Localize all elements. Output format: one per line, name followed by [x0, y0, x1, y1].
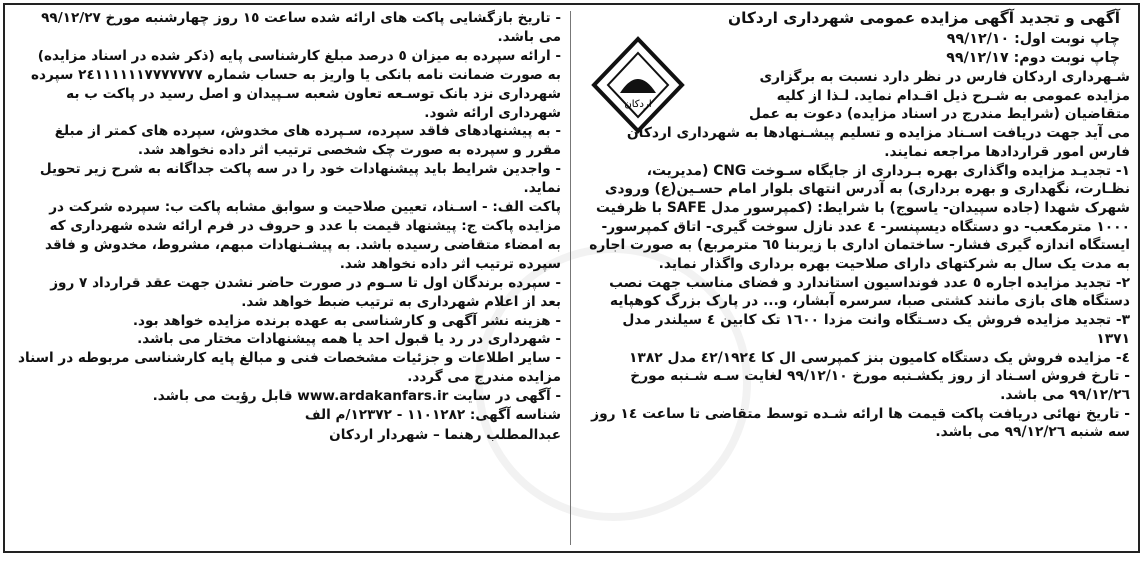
cost-line: - هزینه نشر آگهی و کارشناسی به عهده برنده مزایده خواهد بود.: [132, 312, 561, 329]
body-line: شـهرداری اردکان فارس در نظر دارد نسبت به برگزاری: [759, 69, 1130, 85]
details-line: - سایر اطلاعات و جزئیات مشخصات فنی و مبالغ پایه کارشناسی مربوطه در اسناد: [17, 350, 561, 367]
item-1-line: ایستگاه اندازه گیری فشار- ساختمان اداری با زیربنا ٦٥ مترمربع) به صورت اجاره: [589, 237, 1130, 254]
item-1-line: نظـارت، نگهداری و بهره برداری) به آدرس انتهای بلوار امام حسـین(ع) ورودی: [604, 181, 1130, 198]
item-2-line: ۲- تجدید مزایده اجاره ٥ عدد فونداسیون استاندارد و فضای مناسب جهت نصب: [609, 274, 1130, 291]
print-second-date: چاپ نوبت دوم: ۹۹/۱۲/۱۷: [946, 50, 1120, 66]
forfeit-line: - سپرده برندگان اول تا سـوم در صورت حاضر نشدن جهت عقد قرارداد ۷ روز: [50, 274, 561, 291]
item-3-line: ۱۳۷۱: [1096, 330, 1130, 347]
item-2-line: دستگاه های بازی مانند کشتی صبا، سرسره آبشار، و... در پارک بزرگ کوهپایه: [609, 293, 1130, 310]
notice-title: آگهی و تجدید آگهی مزایده عمومی شهرداری اردکان: [727, 9, 1120, 27]
envelopes-line: مزایده پاکت ج: پیشنهاد قیمت با عدد و حروف در فرم ارائه شده شهرداری که: [49, 217, 561, 234]
opening-date-line: - تاریخ بازگشایی پاکت های ارائه شده ساعت ۱٥ روز چهارشنبه مورخ ۹۹/۱۲/۲۷: [41, 10, 561, 26]
item-1-line: ۱۰۰۰ مترمکعب- دو دستگاه دیسپنسر- ٤ عدد نازل سوخت گیری- اتاق کمپرسور-: [601, 218, 1130, 235]
column-divider: [570, 11, 571, 545]
opening-date-line: می باشد.: [497, 28, 561, 45]
right-column: [570, 9, 1130, 547]
deposit-line: - ارائه سپرده به میزان ٥ درصد مبلغ کارشناسی پایه (ذکر شده در اسناد مزایده): [37, 47, 561, 64]
forfeit-line: بعد از اعلام شهرداری به ترتیب ضبط خواهد شد.: [241, 293, 561, 310]
body-line: متقاضیان (شرایط مندرج در اسناد مزایده) دعوت به عمل: [748, 106, 1130, 123]
body-line: مزایده عمومی به شـرح ذیل اقـدام نماید. لـذا از کلیه: [776, 87, 1130, 104]
website-prefix: - آگهی در سایت: [453, 388, 561, 405]
notice-id-line: شناسه آگهی: ۱۱۰۱۲۸۲ - ۱۲۳۷۲/م الف: [304, 407, 561, 424]
sale-date-line: ۹۹/۱۲/۲٦ می باشد.: [1000, 386, 1130, 403]
details-line: مزایده مندرج می گردد.: [407, 369, 561, 386]
deposit-line: شهرداری ارائه شود.: [424, 104, 561, 121]
invalid-deposit-line: - به پیشنهادهای فاقد سپرده، سـپرده های مخدوش، سپرده های کمتر از مبلغ: [54, 123, 561, 140]
rights-line: - شهرداری در رد یا قبول احد یا همه پیشنهادات مختار می باشد.: [137, 331, 561, 348]
logo-text: اردکان: [624, 99, 652, 110]
deposit-line: شهرداری نزد بانک توسـعه تعاون شعبه سـپیدان و اصل رسید در پاکت ب به: [66, 85, 561, 102]
invalid-deposit-line: مقرر و سپرده به صورت چک شخصی ترتیب اثر داده نخواهد شد.: [137, 142, 561, 159]
website-line: [13, 387, 561, 406]
left-column: [13, 9, 561, 547]
website-link[interactable]: www.ardakanfars.ir: [297, 388, 449, 405]
notice-page: [3, 3, 1140, 553]
deposit-line: به صورت ضمانت نامه بانکی یا واریز به حساب شماره ۲٤۱۱۱۱۱۱۷۷۷۷۷۷۷ سپرده: [31, 66, 561, 83]
website-suffix: قابل رؤیت می باشد.: [152, 388, 293, 405]
signature: عبدالمطلب رهنما – شهردار اردکان: [329, 426, 561, 443]
envelopes-line: - واجدین شرایط باید پیشنهادات خود را در سه پاکت جداگانه به شرح زیر تحویل: [39, 161, 561, 178]
item-4-line: ٤- مزایده فروش یک دستگاه کامیون بنز کمپرسی ال کا ٤٢/١٩٢٤ مدل ۱۳۸۲: [629, 349, 1130, 366]
item-1-line: ۱- تجدیـد مزایده واگذاری بهره بـرداری از جایگاه سـوخت CNG (مدیریت،: [646, 162, 1130, 179]
item-1-line: شهرک شهدا (جاده سپیدان- یاسوج) با شرایط: (کمپرسور مدل SAFE با ظرفیت: [596, 199, 1130, 216]
envelopes-line: نماید.: [523, 180, 561, 197]
sale-date-line: - تارخ فروش اسـناد از روز یکشـنبه مورخ ۹۹/۱۲/۱۰ لغایت سـه شـنبه مورخ: [630, 368, 1130, 385]
item-1-line: به مدت یک سال به شرکتهای دارای صلاحیت بهره برداری واگذار نماید.: [658, 256, 1130, 273]
body-line: فارس امور قراردادها مراجعه نمایند.: [884, 143, 1130, 160]
header-block: [692, 9, 1120, 68]
envelopes-line: به امضاء متقاضی رسیده باشد. به پیشـنهادات مبهم، مشروط، مخدوش و فاقد: [45, 236, 561, 253]
body-line: می آید جهت دریافت اسـناد مزایده و تسلیم پیشـنهادها به شهرداری اردکان: [626, 125, 1130, 142]
deadline-line: - تاریخ نهائی دریافت پاکت قیمت ها ارائه شـده توسط متقاضی تا ساعت ١٤ روز: [591, 405, 1130, 422]
deadline-line: سه شنبه ۹۹/۱۲/۲٦ می باشد.: [935, 424, 1130, 441]
envelopes-line: پاکت الف: - اسـناد، تعیین صلاحیت و سوابق مشابه پاکت ب: سپرده شرکت در: [49, 199, 561, 216]
print-first-date: چاپ نوبت اول: ۹۹/۱۲/۱۰: [946, 31, 1120, 47]
item-3-line: ۳- تجدید مزایده فروش یک دسـتگاه وانت مزدا ۱٦۰۰ تک کابین ٤ سیلندر مدل: [622, 312, 1130, 329]
envelopes-line: سپرده ترتیب اثر داده نخواهد شد.: [339, 255, 561, 272]
